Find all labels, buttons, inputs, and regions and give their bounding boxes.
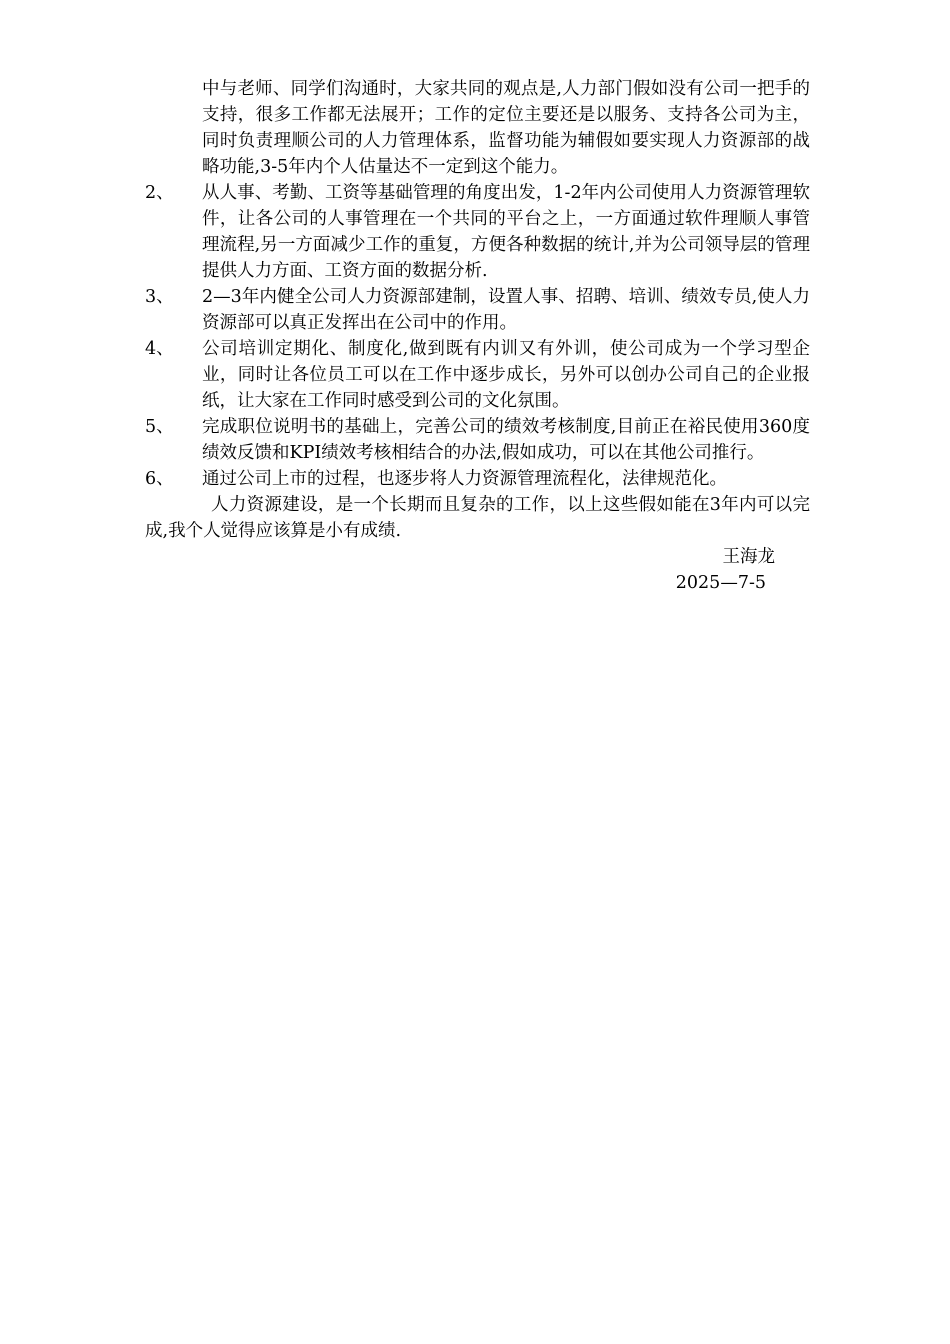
- list-item-6: [145, 466, 810, 492]
- closing-paragraph: 人力资源建设，是一个长期而且复杂的工作，以上这些假如能在3年内可以完成,我个人觉得应该算是小有成绩.: [145, 495, 810, 541]
- list-item-3: [145, 284, 810, 336]
- list-text: 公司培训定期化、制度化,做到既有内训又有外训，使公司成为一个学习型企业，同时让各位员工可以在工作中逐步成长，另外可以创办公司自己的企业报纸，让大家在工作同时感受到公司的文化氛围。: [202, 339, 810, 411]
- list-text: 通过公司上市的过程，也逐步将人力资源管理流程化，法律规范化。: [202, 469, 727, 489]
- list-item-5: [145, 414, 810, 466]
- list-number: 5、: [145, 417, 174, 437]
- list-number: 3、: [145, 287, 174, 307]
- list-number: 6、: [145, 469, 174, 489]
- list-item-2: [145, 180, 810, 284]
- list-number: 2、: [145, 183, 174, 203]
- list-number: 4、: [145, 339, 174, 359]
- list-text: 完成职位说明书的基础上，完善公司的绩效考核制度,目前正在裕民使用360度绩效反馈和KPI绩效考核相结合的办法,假如成功，可以在其他公司推行。: [202, 417, 810, 463]
- list-item-4: [145, 336, 810, 414]
- document-body: [145, 76, 810, 596]
- document-date: 2025—7-5: [675, 573, 766, 593]
- list-text: 2—3年内健全公司人力资源部建制，设置人事、招聘、培训、绩效专员,使人力资源部可以真正发挥出在公司中的作用。: [202, 287, 810, 333]
- author-signature: 王海龙: [722, 547, 775, 567]
- continuation-paragraph: 中与老师、同学们沟通时，大家共同的观点是,人力部门假如没有公司一把手的支持，很多工作都无法展开；工作的定位主要还是以服务、支持各公司为主，同时负责理顺公司的人力管理体系，监督功能为辅假如要实现人力资源部的战略功能,3-5年内个人估量达不一定到这个能力。: [202, 79, 810, 177]
- list-text: 从人事、考勤、工资等基础管理的角度出发，1-2年内公司使用人力资源管理软件，让各公司的人事管理在一个共同的平台之上，一方面通过软件理顺人事管理流程,另一方面减少工作的重复，方便各种数据的统计,并为公司领导层的管理提供人力方面、工资方面的数据分析.: [202, 183, 810, 281]
